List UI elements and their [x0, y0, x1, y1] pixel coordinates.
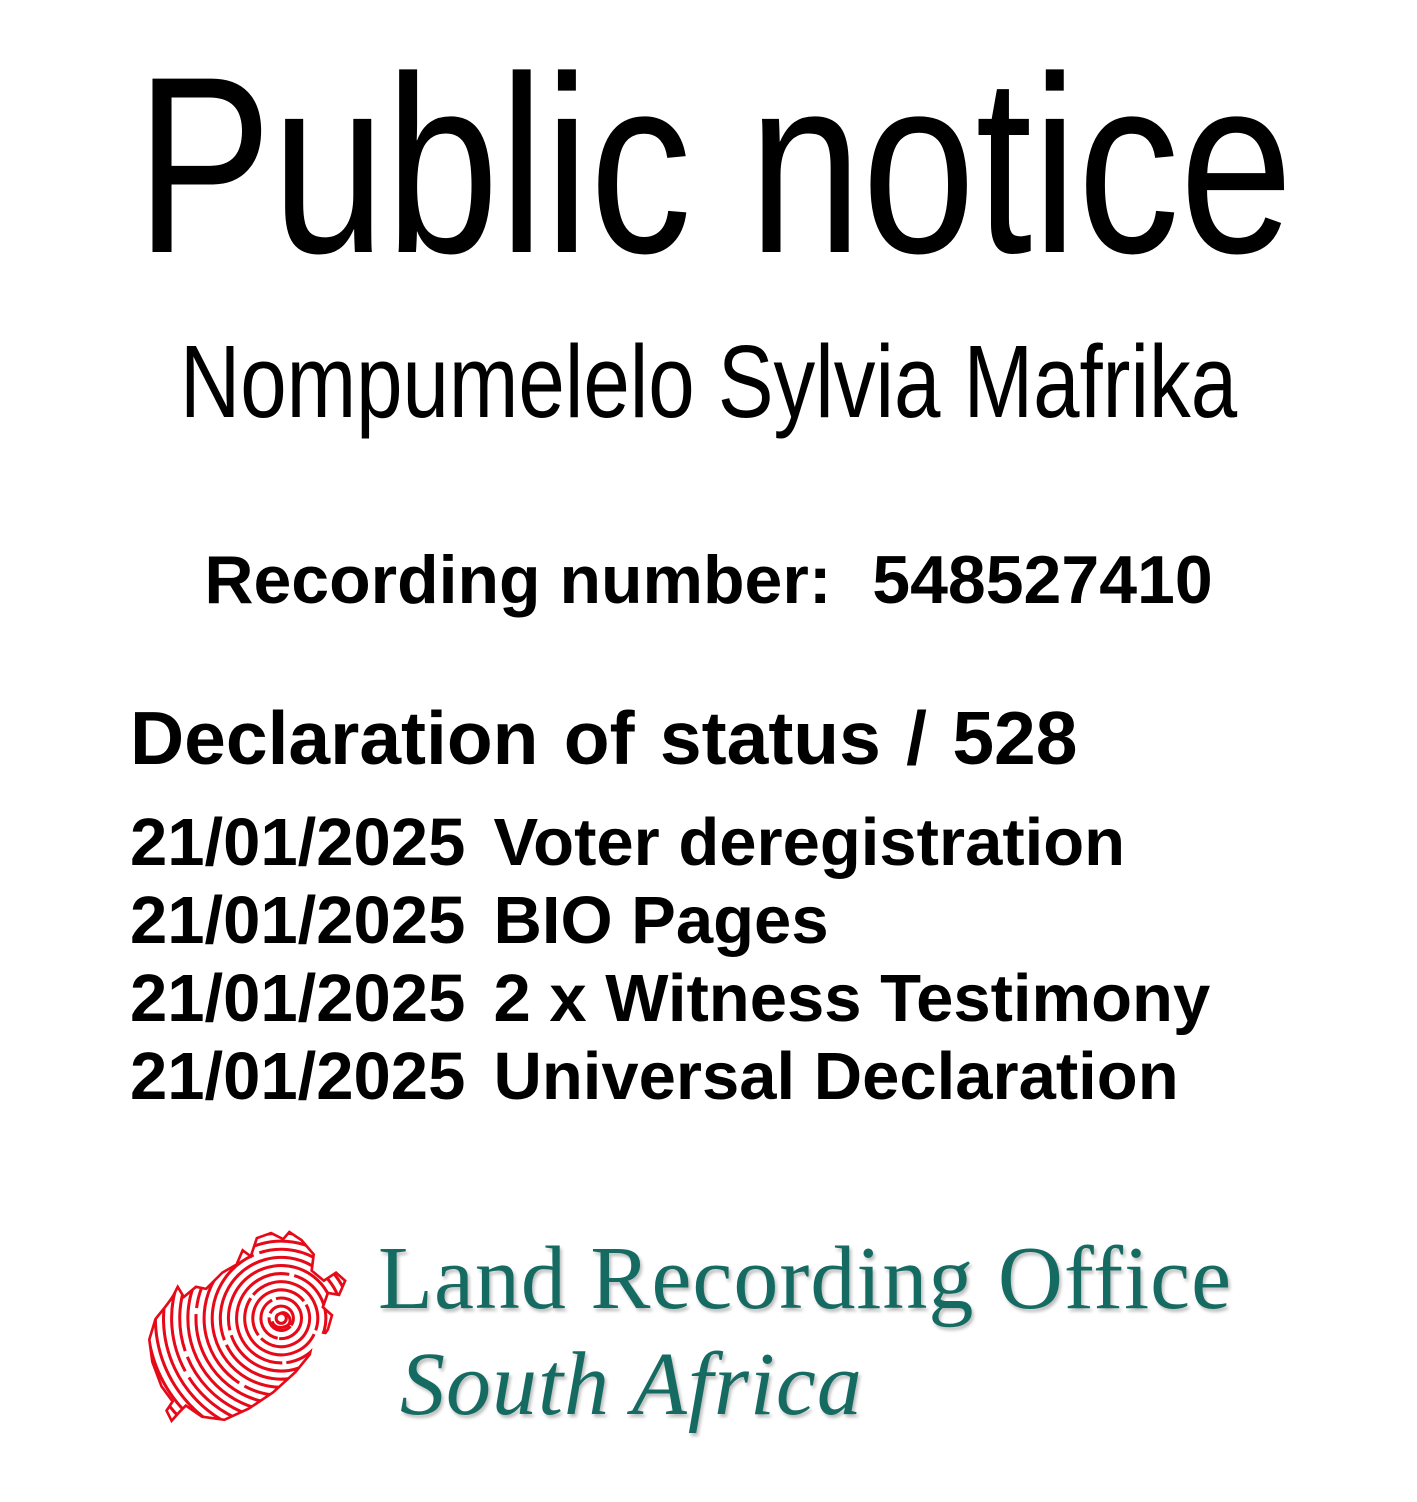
- lesotho-cutout: [312, 1336, 349, 1377]
- entry-date: 21/01/2025: [130, 961, 466, 1036]
- south-africa-fingerprint-map-icon: [138, 1230, 394, 1435]
- entry-text: Voter deregistration: [493, 805, 1126, 880]
- logo-org-region: South Africa: [400, 1335, 863, 1434]
- declaration-heading: Declaration of status / 528: [130, 696, 1078, 780]
- page-title: [0, 25, 1417, 306]
- list-item: [130, 882, 1210, 960]
- list-item: [130, 960, 1210, 1038]
- person-name: [0, 324, 1417, 439]
- entry-date: 21/01/2025: [130, 1039, 466, 1114]
- fingerprint-ridges: [138, 1230, 394, 1435]
- recording-number-value: 548527410: [872, 542, 1213, 618]
- entry-text: BIO Pages: [493, 883, 829, 958]
- list-item: [130, 1038, 1210, 1116]
- person-name-text: Nompumelelo Sylvia Mafrika: [179, 324, 1238, 439]
- entry-date: 21/01/2025: [130, 883, 466, 958]
- entry-list: [130, 804, 1210, 1116]
- list-item: [130, 804, 1210, 882]
- entry-text: 2 x Witness Testimony: [493, 961, 1211, 1036]
- recording-number-label: Recording number:: [204, 542, 832, 618]
- entry-text: Universal Declaration: [493, 1039, 1179, 1114]
- recording-number-line: [0, 542, 1417, 618]
- page-title-text: Public notice: [135, 25, 1294, 306]
- entry-date: 21/01/2025: [130, 805, 466, 880]
- logo-org-name: Land Recording Office: [378, 1229, 1233, 1328]
